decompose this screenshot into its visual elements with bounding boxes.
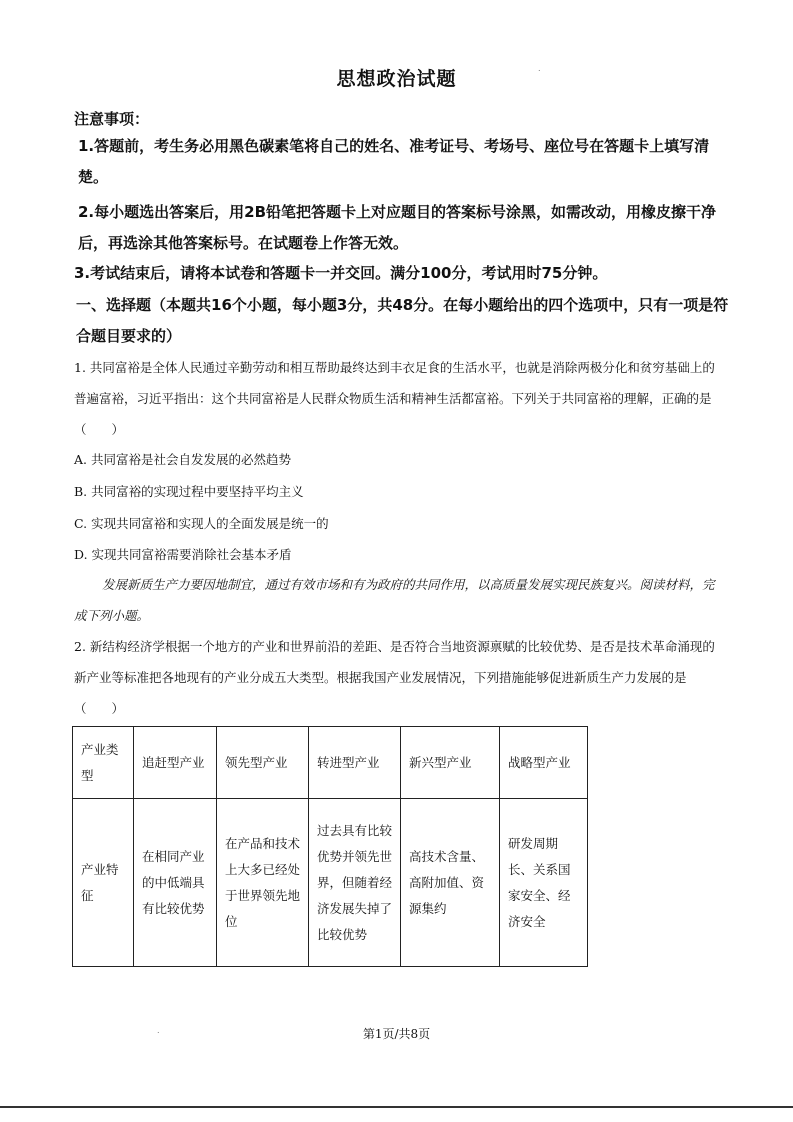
page-title: 思想政治试题 (336, 68, 457, 90)
table-cell: 战略型产业 (500, 727, 588, 799)
table-row (73, 799, 588, 967)
table-cell: 追赶型产业 (134, 727, 217, 799)
table-cell: 新兴型产业 (401, 727, 500, 799)
table-header-row (73, 727, 588, 799)
table-cell: 产业类型 (73, 727, 134, 799)
scan-speck: . (157, 1026, 160, 1035)
bottom-divider (0, 1106, 793, 1108)
table-cell: 在相同产业的中低端具有比较优势 (134, 799, 217, 967)
table-cell: 过去具有比较优势并领先世界，但随着经济发展失掉了比较优势 (309, 799, 401, 967)
notice-item-1: 1.答题前，考生务必用黑色碳素笔将自己的姓名、准考证号、考场号、座位号在答题卡上填写清楚。 (78, 137, 710, 186)
notice-item-3: 3.考试结束后，请将本试卷和答题卡一并交回。满分100分，考试用时75分钟。 (74, 264, 608, 282)
question-1-option-b: B. 共同富裕的实现过程中要坚持平均主义 (74, 484, 304, 499)
table-cell: 产业特征 (73, 799, 134, 967)
question-1-option-d: D. 实现共同富裕需要消除社会基本矛盾 (74, 547, 292, 562)
table-cell: 在产品和技术上大多已经处于世界领先地位 (217, 799, 309, 967)
question-1-stem: 1. 共同富裕是全体人民通过辛勤劳动和相互帮助最终达到丰衣足食的生活水平，也就是消除两极分化和贫穷基础上的普遍富裕，习近平指出：这个共同富裕是人民群众物质生活和精神生活都富裕。下列关于共同富裕的理解，正确的是（ ） (74, 360, 715, 437)
notice-item-2: 2.每小题选出答案后，用2B铅笔把答题卡上对应题目的答案标号涂黑，如需改动，用橡皮擦干净后，再选涂其他答案标号。在试题卷上作答无效。 (78, 203, 717, 252)
page-number: 第1页/共8页 (362, 1027, 431, 1041)
scan-speck: . (538, 64, 541, 73)
table-cell: 转进型产业 (309, 727, 401, 799)
industry-type-table (72, 726, 588, 967)
reading-material: 发展新质生产力要因地制宜，通过有效市场和有为政府的共同作用，以高质量发展实现民族复兴。阅读材料，完成下列小题。 (74, 577, 715, 623)
table-cell: 研发周期长、关系国家安全、经济安全 (500, 799, 588, 967)
section-heading: 一、选择题（本题共16个小题，每小题3分，共48分。在每小题给出的四个选项中，只有一项是符合题目要求的） (76, 296, 729, 345)
question-2-stem: 2. 新结构经济学根据一个地方的产业和世界前沿的差距、是否符合当地资源禀赋的比较优势、是否是技术革命涌现的新产业等标准把各地现有的产业分成五大类型。根据我国产业发展情况，下列措施能够促进新质生产力发展的是（ ） (74, 639, 715, 716)
table-cell: 领先型产业 (217, 727, 309, 799)
question-1-option-c: C. 实现共同富裕和实现人的全面发展是统一的 (74, 516, 329, 531)
notice-heading: 注意事项： (74, 110, 150, 128)
question-1-option-a: A. 共同富裕是社会自发发展的必然趋势 (74, 452, 291, 467)
table-cell: 高技术含量、高附加值、资源集约 (401, 799, 500, 967)
